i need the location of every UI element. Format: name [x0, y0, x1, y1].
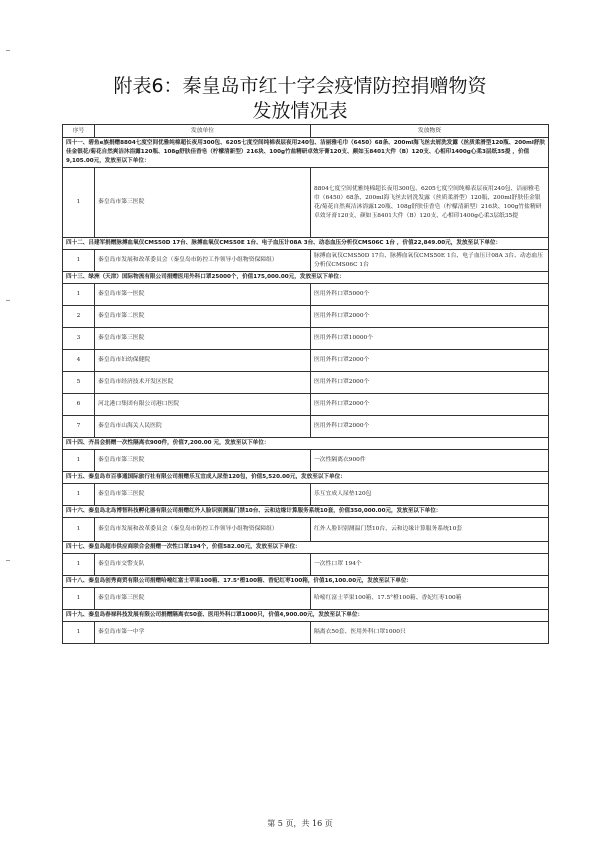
row-index: 1 [63, 450, 95, 472]
row-index: 1 [63, 622, 95, 644]
donated-goods: 医用外科口罩2000个 [311, 350, 549, 372]
page-footer: 第 5 页，共 16 页 [267, 819, 333, 828]
table-row [63, 484, 549, 506]
group-header-row [63, 238, 549, 250]
donated-goods: 医用外科口罩2000个 [311, 372, 549, 394]
donated-goods: 红外人脸识别测温门禁10台、云和边缘计算服务系统10套 [311, 518, 549, 542]
table-row [63, 284, 549, 306]
row-index: 1 [63, 168, 95, 238]
recipient-unit: 秦皇岛市发展和改革委员会（秦皇岛市防控工作领导小组物资保障组） [95, 250, 311, 272]
table-row [63, 328, 549, 350]
donated-goods: 医用外科口罩10000个 [311, 328, 549, 350]
recipient-unit: 秦皇岛市经济技术开发区医院 [95, 372, 311, 394]
row-index: 1 [63, 588, 95, 610]
table-row [63, 450, 549, 472]
group-header-row [63, 472, 549, 484]
document-title: 附表6：秦皇岛市红十字会疫情防控捐赠物资 [113, 75, 487, 97]
donated-goods: 乐互宜成人尿垫120包 [311, 484, 549, 506]
recipient-unit: 秦皇岛市第三医院 [95, 588, 311, 610]
row-index: 1 [63, 518, 95, 542]
donated-goods: 医用外科口罩2000个 [311, 416, 549, 438]
row-index: 1 [63, 554, 95, 576]
donated-goods: 医用外科口罩2000个 [311, 394, 549, 416]
row-index: 2 [63, 306, 95, 328]
group-title: 四十八、秦皇岛创秀商贸有限公司捐赠哈嘧红富士苹果100箱、17.5°橙100箱、香妃红枣100箱，价值16,100.00元，发放至以下单位： [63, 576, 549, 588]
donated-goods: 医用外科口罩5000个 [311, 284, 549, 306]
table-row [63, 372, 549, 394]
row-index: 1 [63, 484, 95, 506]
recipient-unit: 秦皇岛市第二医院 [95, 306, 311, 328]
group-title: 四十二、吕建军捐赠脉搏血氧仪CMS50D 17台、脉搏血氧仪CMS50E 1台、电子血压计08A 3台、动态血压分析仪CMS06C 1台 ，价值22,849.00元，发放至以下单位： [63, 238, 549, 250]
row-index: 4 [63, 350, 95, 372]
recipient-unit: 秦皇岛市第三医院 [95, 484, 311, 506]
table-body [63, 138, 549, 644]
donated-goods: 隔离衣50套、医用外科口罩1000只 [311, 622, 549, 644]
group-title: 四十五、秦皇岛市百事通国际旅行社有限公司捐赠乐互宜成人尿垫120包，价值5,520.00元，发放至以下单位： [63, 472, 549, 484]
table-row [63, 588, 549, 610]
row-index: 6 [63, 394, 95, 416]
table-row [63, 394, 549, 416]
recipient-unit: 河北港口集团有限公司港口医院 [95, 394, 311, 416]
scan-edge-mark [6, 560, 10, 561]
recipient-unit: 秦皇岛市妇幼保健院 [95, 350, 311, 372]
group-title: 四十四、齐昌会捐赠一次性隔离衣900件，价值7,200.00 元，发放至以下单位： [63, 438, 549, 450]
table-row [63, 250, 549, 272]
table-row [63, 416, 549, 438]
recipient-unit: 秦皇岛市发展和改革委员会（秦皇岛市防控工作领导小组物资保障组） [95, 518, 311, 542]
group-header-row [63, 506, 549, 518]
table-row [63, 350, 549, 372]
recipient-unit: 秦皇岛市第三医院 [95, 450, 311, 472]
donated-goods: 一次性隔离衣900件 [311, 450, 549, 472]
table-row [63, 306, 549, 328]
row-index: 3 [63, 328, 95, 350]
row-index: 7 [63, 416, 95, 438]
group-header-row [63, 138, 549, 168]
recipient-unit: 秦皇岛市第一中学 [95, 622, 311, 644]
donated-goods: 8804七度空间优雅纯棉超长夜用300包、6205七度空间纯棉表层夜用240包、洁丽雅毛巾（6450）68条、200ml海飞丝去屑洗发露（丝质柔滑型）120瓶、200ml舒肤佳金银花/菊花自然爽洁沐浴露120瓶、108g舒肤佳香皂（柠檬清新型）216块、100g竹盐精研卓效牙膏120支、颜如玉8401大件（B）120支、心相印1400g心柔3层纸35提 [311, 168, 549, 238]
table-row [63, 518, 549, 542]
group-header-row [63, 576, 549, 588]
donated-goods: 脉搏血氧仪CMS50D 17台、脉搏血氧仪CMS50E 1台、电子血压计08A 3台、动态血压分析仪CMS06C 1台 [311, 250, 549, 272]
group-title: 四十九、秦皇岛春禄科技发展有限公司捐赠隔离衣50套、医用外科口罩1000只，价值4,900.00元，发放至以下单位： [63, 610, 549, 622]
scan-edge-mark [6, 50, 10, 51]
group-header-row [63, 610, 549, 622]
group-title: 四十七、秦皇岛超市供应商联合会捐赠一次性口罩194个，价值582.00元，发放至以下单位： [63, 542, 549, 554]
recipient-unit: 秦皇岛市第一医院 [95, 284, 311, 306]
row-index: 5 [63, 372, 95, 394]
group-header-row [63, 438, 549, 450]
group-title: 四十一、碧鱼e族捐赠8804七度空间优雅纯棉超长夜用300包、6205七度空间纯棉表层夜用240包、洁丽雅毛巾（6450）68条、200ml海飞丝去屑洗发露（丝质柔滑型120瓶、200ml舒肤佳金银花/菊花自然爽洁沐浴露120瓶、108g舒肤佳香皂（柠檬清新型）216块、100g竹盐精研卓效牙膏120支、颜如玉8401大件（B）120支、心相印1400g心柔3层纸35提 ，价值9,105.00元，发放至以下单位： [63, 138, 549, 168]
row-index: 1 [63, 284, 95, 306]
group-title: 四十三、绿洲（天津）国际物流有限公司捐赠医用外科口罩25000个，价值175,000.00元，发放至以下单位： [63, 272, 549, 284]
header-index: 序号 [63, 125, 95, 138]
recipient-unit: 秦皇岛市第三医院 [95, 328, 311, 350]
table-header-row [63, 125, 549, 138]
donated-goods: 一次性口罩 194个 [311, 554, 549, 576]
group-header-row [63, 272, 549, 284]
row-index: 1 [63, 250, 95, 272]
recipient-unit: 秦皇岛市交警支队 [95, 554, 311, 576]
header-goods: 发放物资 [311, 125, 549, 138]
recipient-unit: 秦皇岛市第三医院 [95, 168, 311, 238]
table-row [63, 622, 549, 644]
document-subtitle: 发放情况表 [252, 100, 348, 122]
donation-table [62, 124, 549, 644]
recipient-unit: 秦皇岛市山海关人民医院 [95, 416, 311, 438]
table-row [63, 168, 549, 238]
table-row [63, 554, 549, 576]
group-header-row [63, 542, 549, 554]
header-unit: 发放单位 [95, 125, 311, 138]
scan-edge-mark [6, 300, 10, 301]
donated-goods: 医用外科口罩2000个 [311, 306, 549, 328]
donated-goods: 哈嘧红富士苹果100箱、17.5°橙100箱、香妃红枣100箱 [311, 588, 549, 610]
group-title: 四十六、秦皇岛北岛博智科技孵化器有限公司捐赠红外人脸识别测温门禁10台、云和边缘计算服务系统10套，价值350,000.00元，发放至以下单位： [63, 506, 549, 518]
